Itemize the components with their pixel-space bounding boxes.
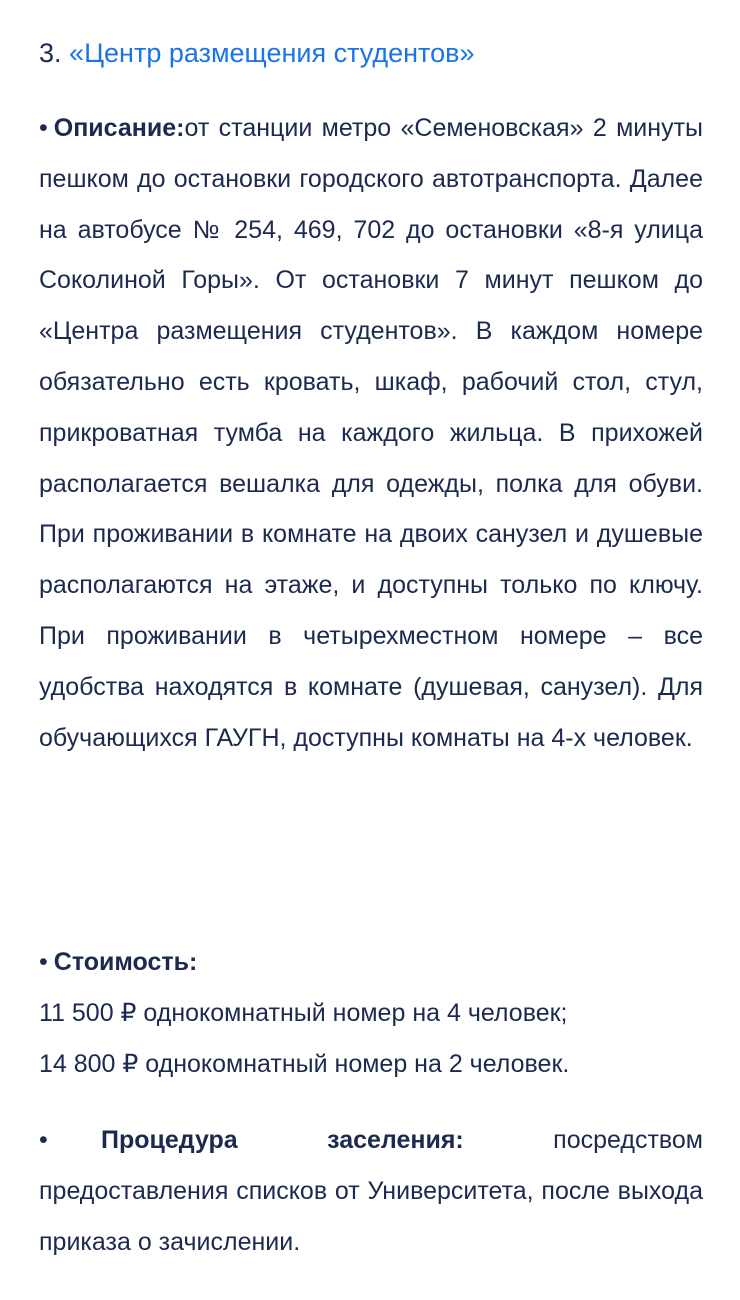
description-label: Описание: (53, 114, 185, 142)
description-bullet: • (39, 114, 48, 142)
procedure-bullet: • (39, 1126, 48, 1154)
procedure-paragraph (39, 1115, 703, 1267)
description-paragraph (39, 103, 703, 763)
cost-paragraph (39, 937, 703, 1089)
cost-line-four-person: 11 500 ₽ однокомнатный номер на 4 человек; (39, 998, 568, 1027)
dormitory-link[interactable]: «Центр размещения студентов» (69, 38, 475, 68)
section-number: 3. (39, 38, 62, 68)
cost-bullet: • (39, 948, 48, 976)
procedure-text: посредством предоставления списков от Университета, после выхода приказа о зачислении. (39, 1126, 703, 1256)
cost-heading (39, 937, 703, 988)
procedure-label: Процедура заселения: (101, 1126, 464, 1154)
cost-line-two-person: 14 800 ₽ однокомнатный номер на 2 человек. (39, 1049, 570, 1078)
section-heading (39, 33, 474, 73)
cost-label: Стоимость: (53, 948, 198, 976)
description-text: от станции метро «Семеновская» 2 минуты пешком до остановки городского автотранспорта. Далее на автобусе № 254, 469, 702 до остановки «8-я улица Соколиной Горы». От остановки 7 минут пешком до «Центра размещения студентов». В каждом номере обязательно есть кровать, шкаф, рабочий стол, стул, прикроватная тумба на каждого жильца. В прихожей располагается вешалка для одежды, полка для обуви. При проживании в комнате на двоих санузел и душевые располагаются на этаже, и доступны только по ключу. При проживании в четырехместном номере – все удобства находятся в комнате (душевая, санузел). Для обучающихся ГАУГН, доступны комнаты на 4-х человек. (39, 114, 703, 752)
